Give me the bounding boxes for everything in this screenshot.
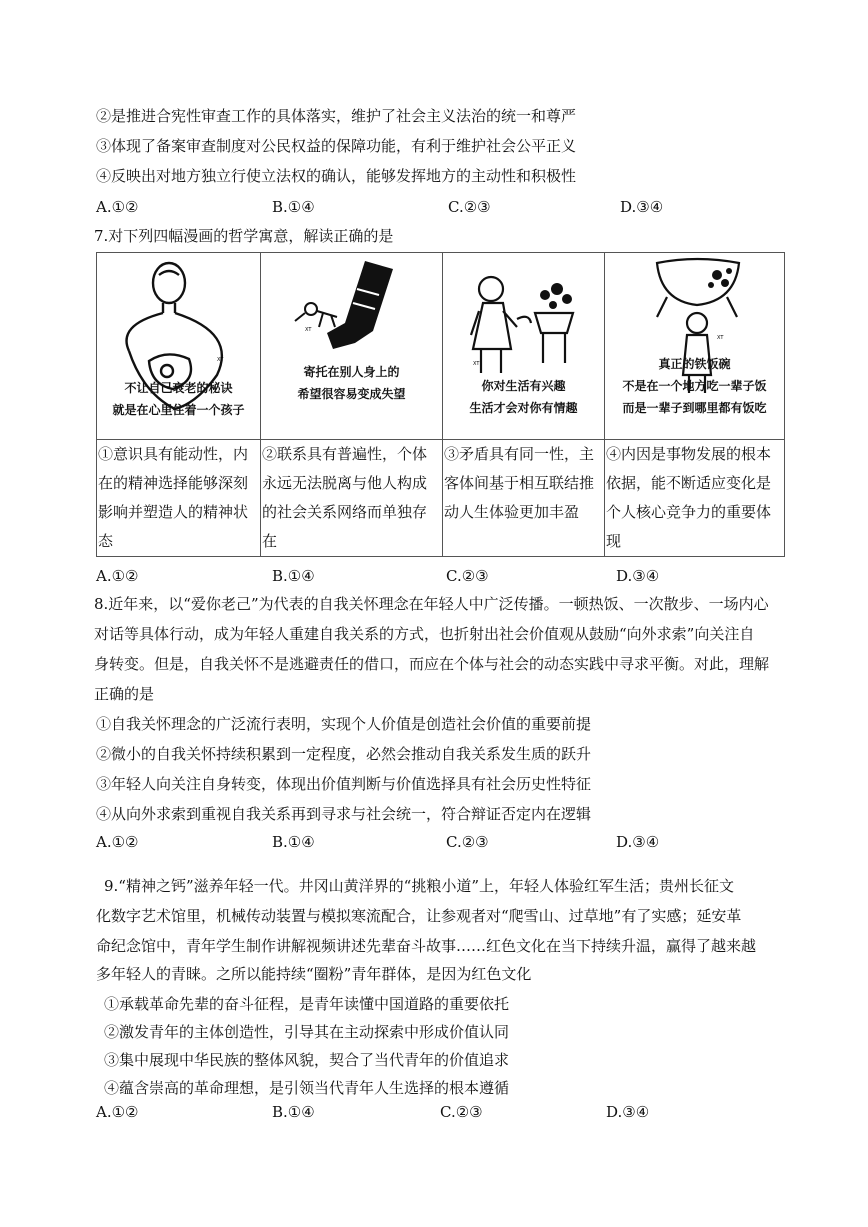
- q9-item-1: ①承载革命先辈的奋斗征程，是青年读懂中国道路的重要依托: [104, 995, 510, 1013]
- q8-item-1: ①自我关怀理念的广泛流行表明，实现个人价值是创造社会价值的重要前提: [96, 715, 592, 733]
- cartoon-4-caption: 真正的铁饭碗 不是在一个地方吃一辈子饭 而是一辈子到哪里都有饭吃: [622, 357, 767, 415]
- cartoon-2-caption: 寄托在别人身上的 希望很容易变成失望: [297, 365, 406, 401]
- q9-stem-line-3: 命纪念馆中，青年学生制作讲解视频讲述先辈奋斗故事……红色文化在当下持续升温，赢得了越来越: [96, 937, 757, 955]
- option-d[interactable]: D.③④: [616, 567, 660, 585]
- svg-text:XT: XT: [473, 361, 480, 367]
- option-c[interactable]: C.②③: [446, 833, 489, 851]
- q8-item-4: ④从向外求索到重视自我关系再到寻求与社会统一，符合辩证否定内在逻辑: [96, 805, 592, 823]
- cartoon-4: [605, 253, 784, 439]
- q6-item-3: ③体现了备案审查制度对公民权益的保障功能，有利于维护社会公平正义: [96, 137, 577, 155]
- statement-1: ①意识具有能动性，内在的精神选择能够深刻影响并塑造人的精神状态: [98, 445, 249, 550]
- option-d[interactable]: D.③④: [616, 833, 660, 851]
- q9-options: [96, 1102, 716, 1122]
- option-a[interactable]: A.①②: [96, 833, 139, 851]
- option-c[interactable]: C.②③: [448, 198, 491, 216]
- q7-options: [96, 566, 716, 586]
- option-a[interactable]: A.①②: [96, 198, 139, 216]
- q9-stem-line-1: 9.“精神之钙”滋养年轻一代。井冈山黄洋界的“挑粮小道”上，年轻人体验红军生活；贵州长征文: [104, 877, 734, 895]
- q9-item-2: ②激发青年的主体创造性，引导其在主动探索中形成价值认同: [104, 1023, 510, 1041]
- cartoon-2: [261, 253, 442, 439]
- cartoon-1: [97, 253, 260, 439]
- q6-item-4: ④反映出对地方独立行使立法权的确认，能够发挥地方的主动性和积极性: [96, 167, 577, 185]
- option-d[interactable]: D.③④: [620, 198, 664, 216]
- q8-options: [96, 832, 716, 852]
- q8-stem-line-2: 对话等具体行动，成为年轻人重建自我关系的方式，也折射出社会价值观从鼓励“向外求索”向关注自: [94, 625, 755, 643]
- statement-3: ③矛盾具有同一性，主客体间基于相互联结推动人生体验更加丰盈: [444, 445, 595, 521]
- svg-text:XT: XT: [217, 357, 224, 363]
- statement-2: ②联系具有普遍性，个体永远无法脱离与他人构成的社会关系网络而单独存在: [262, 445, 428, 550]
- svg-text:XT: XT: [305, 327, 312, 333]
- option-d[interactable]: D.③④: [606, 1103, 650, 1121]
- q8-item-3: ③年轻人向关注自身转变，体现出价值判断与价值选择具有社会历史性特征: [96, 775, 592, 793]
- option-a[interactable]: A.①②: [96, 567, 139, 585]
- q7-cartoon-table: [96, 252, 785, 557]
- q9-item-4: ④蕴含崇高的革命理想，是引领当代青年人生选择的根本遵循: [104, 1079, 510, 1097]
- q6-options: [96, 197, 716, 217]
- q7-stem: 7.对下列四幅漫画的哲学寓意，解读正确的是: [94, 227, 394, 245]
- statement-4: ④内因是事物发展的根本依据，能不断适应变化是个人核心竞争力的重要体现: [606, 445, 772, 550]
- cartoon-1-caption: 不让自己衰老的秘诀 就是在心里住着一个孩子: [112, 381, 245, 417]
- option-c[interactable]: C.②③: [446, 567, 489, 585]
- q9-item-3: ③集中展现中华民族的整体风貌，契合了当代青年的价值追求: [104, 1051, 510, 1069]
- svg-text:XT: XT: [717, 335, 724, 341]
- option-b[interactable]: B.①④: [272, 1103, 315, 1121]
- boot-person-illustration: [261, 253, 442, 439]
- option-b[interactable]: B.①④: [272, 567, 315, 585]
- option-a[interactable]: A.①②: [96, 1103, 139, 1121]
- option-b[interactable]: B.①④: [272, 198, 315, 216]
- option-c[interactable]: C.②③: [440, 1103, 483, 1121]
- q8-stem-line-3: 身转变。但是，自我关怀不是逃避责任的借口，而应在个体与社会的动态实践中寻求平衡。对此，理解: [94, 655, 770, 673]
- q8-item-2: ②微小的自我关怀持续积累到一定程度，必然会推动自我关系发生质的跃升: [96, 745, 592, 763]
- q9-stem-line-2: 化数字艺术馆里，机械传动装置与模拟寒流配合，让参观者对“爬雪山、过草地”有了实感；延安革: [96, 907, 742, 925]
- q6-item-2: ②是推进合宪性审查工作的具体落实，维护了社会主义法治的统一和尊严: [96, 107, 577, 125]
- q8-stem-line-4: 正确的是: [94, 685, 155, 703]
- q9-stem-line-4: 多年轻人的青睐。之所以能持续“圈粉”青年群体，是因为红色文化: [96, 965, 532, 983]
- cartoon-3-caption: 你对生活有兴趣 生活才会对你有情趣: [469, 379, 578, 415]
- cartoon-3: [443, 253, 604, 439]
- q8-stem-line-1: 8.近年来，以“爱你老己”为代表的自我关怀理念在年轻人中广泛传播。一顿热饭、一次散步、一场内心: [94, 595, 769, 613]
- option-b[interactable]: B.①④: [272, 833, 315, 851]
